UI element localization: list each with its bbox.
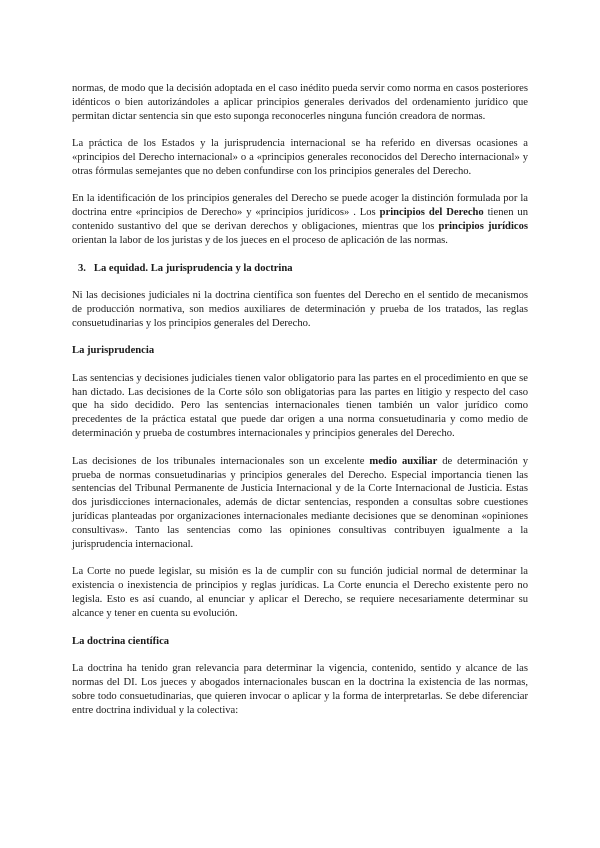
paragraph-3	[72, 192, 528, 248]
paragraph-6-text-1: Las decisiones de los tribunales internacionales son un excelente	[72, 455, 370, 467]
paragraph-3-text-3: orientan la labor de los juristas y de los jueces en el proceso de aplicación de las normas.	[72, 235, 448, 247]
paragraph-3-bold-1: principios del Derecho	[379, 207, 484, 219]
paragraph-6	[72, 455, 528, 552]
paragraph-3-text-1: En la identificación de los principios generales del Derecho se puede acoger la distinción formulada por la doctrina entre «principios de Derecho» y «principios jurídicos» . Los	[72, 193, 528, 219]
paragraph-8: La doctrina ha tenido gran relevancia para determinar la vigencia, contenido, sentido y alcance de las normas del DI. Los jueces y abogados internacionales buscan en la doctrina la existencia de las normas, sobre todo consuetudinarias, que quieren invocar o aplicar y la forma de interpretarlas. Se debe diferenciar entre doctrina individual y la colectiva:	[72, 663, 528, 716]
paragraph-4: Ni las decisiones judiciales ni la doctrina científica son fuentes del Derecho en el sentido de mecanismos de producción normativa, son medios auxiliares de determinación y prueba de los tratados, las reglas consuetudinarias y los principios generales del Derecho.	[72, 289, 528, 329]
paragraph-3-text-2: tienen un contenido sustantivo del que se derivan derechos y obligaciones, mientras que los	[72, 207, 528, 233]
paragraph-3-bold-2: principios jurídicos	[438, 221, 529, 233]
document-page	[72, 82, 528, 731]
paragraph-6-text-2: de determinación y prueba de normas consuetudinarias y principios generales del Derecho. Especial importancia tienen las sentencias del Tribunal Permanente de Justicia Internacional y de la Corte Internacional de Justicia. Estas dos jurisdicciones internacionales, además de dictar sentencias, responden a consultas sobre cuestiones jurídicas planteadas por organizaciones internacionales mediante decisiones que se denominan «opiniones consultivas». Tanto las sentencias como las opiniones consultivas contribuyen igualmente a la jurisprudencia internacional.	[72, 455, 528, 551]
paragraph-6-bold-1: medio auxiliar	[369, 455, 438, 467]
paragraph-5: Las sentencias y decisiones judiciales tienen valor obligatorio para las partes en el procedimiento en que se han dictado. Las decisiones de la Corte sólo son obligatorias para las partes en litigio y respecto del caso que ha sido decidido. Pero las sentencias internacionales tienen también un valor jurídico como precedentes de la práctica estatal que puede dar origen a una norma consuetudinaria y como medio de determinación y prueba de costumbres internacionales y principios generales del Derecho.	[72, 372, 528, 440]
paragraph-7: La Corte no puede legislar, su misión es la de cumplir con su función judicial normal de determinar la existencia o inexistencia de principios y reglas jurídicas. La Corte enuncia el Derecho existente pero no legisla. Esto es así cuando, al enunciar y aplicar el Derecho, se requiere necesariamente determinar su alcance y tener en cuenta su evolución.	[72, 566, 528, 620]
paragraph-1: normas, de modo que la decisión adoptada en el caso inédito pueda servir como norma en casos posteriores idénticos o bien autorizándoles a aplicar principios generales derivados del ordenamiento jurídico que permitan dictar sentencia sin que esto suponga reconocerles ninguna función creadora de normas.	[72, 83, 528, 122]
section-heading: 3. La equidad. La jurisprudencia y la doctrina	[78, 262, 293, 274]
subheading-doctrina: La doctrina científica	[72, 635, 170, 647]
subheading-jurisprudencia: La jurisprudencia	[72, 345, 155, 357]
paragraph-2: La práctica de los Estados y la jurisprudencia internacional se ha referido en diversas ocasiones a «principios del Derecho internacional» o a «principios generales reconocidos del Derecho internacional» y otras fórmulas semejantes que no deben confundirse con los principios generales del Derecho.	[72, 138, 528, 178]
